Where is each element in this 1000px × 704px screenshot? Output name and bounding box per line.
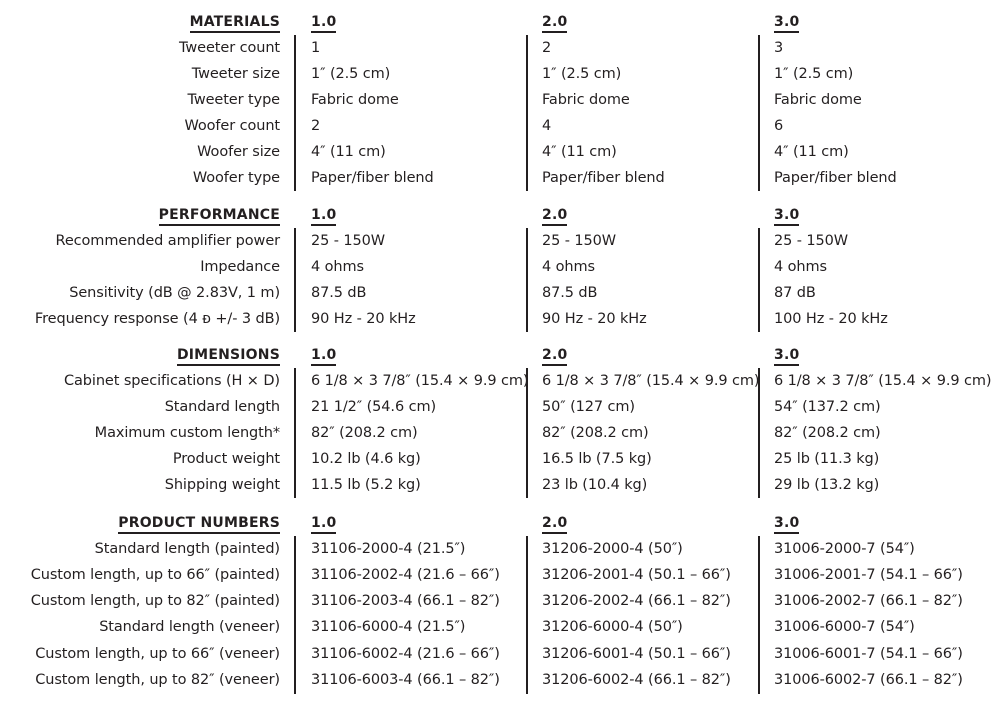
column-header-text: 1.0 xyxy=(311,347,336,366)
spec-value-1: 11.5 lb (5.2 kg) xyxy=(311,477,421,493)
spec-value-1: Paper/fiber blend xyxy=(311,170,434,186)
section-title xyxy=(177,342,280,368)
spec-value-2: 82″ (208.2 cm) xyxy=(542,425,649,441)
column-header-text: 2.0 xyxy=(542,347,567,366)
spec-row-product-weight xyxy=(0,446,1000,472)
spec-row-cabinet-specifications xyxy=(0,368,1000,394)
spec-value-2: 31206-2001-4 (50.1 – 66″) xyxy=(542,567,731,583)
spec-row-tweeter-type xyxy=(0,87,1000,113)
spec-value-2: 31206-2000-4 (50″) xyxy=(542,541,683,557)
spec-value-2: 90 Hz - 20 kHz xyxy=(542,311,647,327)
spec-value-1: 4 ohms xyxy=(311,259,364,275)
spec-label: Cabinet specifications (H × D) xyxy=(63,373,280,389)
column-header-text: 2.0 xyxy=(542,14,567,33)
spec-value-2: 4″ (11 cm) xyxy=(542,144,617,160)
column-header-text: 2.0 xyxy=(542,515,567,534)
spec-value-2: 4 ohms xyxy=(542,259,595,275)
column-header-2 xyxy=(542,510,567,536)
spec-value-1: 31106-2002-4 (21.6 – 66″) xyxy=(311,567,500,583)
spec-value-3: 25 lb (11.3 kg) xyxy=(774,451,880,467)
section-header-row xyxy=(0,9,1000,35)
spec-value-1: 4″ (11 cm) xyxy=(311,144,386,160)
column-header-3 xyxy=(774,342,799,368)
spec-label: Product weight xyxy=(172,451,280,467)
column-header-3 xyxy=(774,510,799,536)
spec-label: Tweeter size xyxy=(191,66,280,82)
spec-value-2: 16.5 lb (7.5 kg) xyxy=(542,451,652,467)
spec-value-1: 10.2 lb (4.6 kg) xyxy=(311,451,421,467)
spec-value-1: 87.5 dB xyxy=(311,285,367,301)
spec-value-1: 90 Hz - 20 kHz xyxy=(311,311,416,327)
spec-row-custom-82-painted xyxy=(0,588,1000,614)
spec-value-3: 29 lb (13.2 kg) xyxy=(774,477,880,493)
spec-row-tweeter-count xyxy=(0,35,1000,61)
column-header-3 xyxy=(774,202,799,228)
spec-value-1: 2 xyxy=(311,118,321,134)
spec-value-2: 87.5 dB xyxy=(542,285,598,301)
spec-row-custom-82-veneer xyxy=(0,667,1000,693)
column-header-1 xyxy=(311,342,336,368)
spec-value-2: 50″ (127 cm) xyxy=(542,399,635,415)
column-header-text: 3.0 xyxy=(774,515,799,534)
spec-value-3: 25 - 150W xyxy=(774,233,849,249)
section-title-text: PRODUCT NUMBERS xyxy=(118,515,280,534)
spec-row-woofer-count xyxy=(0,113,1000,139)
spec-value-1: 31106-6000-4 (21.5″) xyxy=(311,619,466,635)
column-header-text: 3.0 xyxy=(774,14,799,33)
spec-value-2: 31206-6002-4 (66.1 – 82″) xyxy=(542,672,731,688)
spec-value-2: 2 xyxy=(542,40,552,56)
section-title-text: MATERIALS xyxy=(190,14,280,33)
spec-row-standard-length-painted xyxy=(0,536,1000,562)
spec-label: Tweeter type xyxy=(187,92,280,108)
spec-row-custom-66-painted xyxy=(0,562,1000,588)
spec-value-3: 4″ (11 cm) xyxy=(774,144,849,160)
column-header-2 xyxy=(542,202,567,228)
spec-label: Custom length, up to 66″ (painted) xyxy=(30,567,280,583)
spec-row-woofer-size xyxy=(0,139,1000,165)
column-header-text: 1.0 xyxy=(311,207,336,226)
column-header-text: 1.0 xyxy=(311,515,336,534)
section-header-row xyxy=(0,202,1000,228)
spec-value-3: 31006-2000-7 (54″) xyxy=(774,541,915,557)
spec-value-3: 31006-6001-7 (54.1 – 66″) xyxy=(774,646,963,662)
column-header-text: 2.0 xyxy=(542,207,567,226)
spec-value-3: 87 dB xyxy=(774,285,816,301)
section-title-text: DIMENSIONS xyxy=(177,347,280,366)
spec-value-1: 1″ (2.5 cm) xyxy=(311,66,391,82)
spec-value-3: 6 1/8 × 3 7/8″ (15.4 × 9.9 cm) xyxy=(774,373,992,389)
section-title xyxy=(159,202,280,228)
spec-row-maximum-custom-length xyxy=(0,420,1000,446)
spec-value-3: 1″ (2.5 cm) xyxy=(774,66,854,82)
spec-value-2: 31206-2002-4 (66.1 – 82″) xyxy=(542,593,731,609)
column-header-3 xyxy=(774,9,799,35)
spec-label: Shipping weight xyxy=(164,477,280,493)
spec-label: Woofer count xyxy=(184,118,280,134)
spec-value-3: 31006-2001-7 (54.1 – 66″) xyxy=(774,567,963,583)
spec-label: Impedance xyxy=(200,259,280,275)
spec-label: Maximum custom length* xyxy=(94,425,280,441)
spec-value-3: 31006-2002-7 (66.1 – 82″) xyxy=(774,593,963,609)
spec-value-2: 31206-6001-4 (50.1 – 66″) xyxy=(542,646,731,662)
spec-value-3: 31006-6000-7 (54″) xyxy=(774,619,915,635)
spec-value-1: 31106-6003-4 (66.1 – 82″) xyxy=(311,672,500,688)
spec-value-3: 4 ohms xyxy=(774,259,827,275)
spec-value-2: 31206-6000-4 (50″) xyxy=(542,619,683,635)
spec-label: Standard length xyxy=(164,399,280,415)
column-header-1 xyxy=(311,202,336,228)
spec-value-3: 82″ (208.2 cm) xyxy=(774,425,881,441)
spec-row-amplifier-power xyxy=(0,228,1000,254)
column-header-2 xyxy=(542,342,567,368)
column-header-text: 3.0 xyxy=(774,207,799,226)
spec-value-3: 54″ (137.2 cm) xyxy=(774,399,881,415)
section-header-row xyxy=(0,510,1000,536)
spec-row-tweeter-size xyxy=(0,61,1000,87)
spec-label: Woofer type xyxy=(192,170,280,186)
spec-value-2: 4 xyxy=(542,118,552,134)
column-header-1 xyxy=(311,9,336,35)
spec-label: Custom length, up to 66″ (veneer) xyxy=(35,646,280,662)
spec-row-standard-length-veneer xyxy=(0,614,1000,640)
spec-row-frequency-response xyxy=(0,306,1000,332)
spec-value-1: 1 xyxy=(311,40,321,56)
spec-value-1: 82″ (208.2 cm) xyxy=(311,425,418,441)
spec-value-2: 6 1/8 × 3 7/8″ (15.4 × 9.9 cm) xyxy=(542,373,760,389)
spec-label: Sensitivity (dB @ 2.83V, 1 m) xyxy=(69,285,280,301)
spec-value-3: Paper/fiber blend xyxy=(774,170,897,186)
spec-value-3: 3 xyxy=(774,40,784,56)
spec-label: Standard length (veneer) xyxy=(99,619,280,635)
spec-value-1: 31106-6002-4 (21.6 – 66″) xyxy=(311,646,500,662)
section-header-row xyxy=(0,342,1000,368)
section-title-text: PERFORMANCE xyxy=(159,207,280,226)
spec-row-woofer-type xyxy=(0,165,1000,191)
spec-value-3: 31006-6002-7 (66.1 – 82″) xyxy=(774,672,963,688)
spec-row-standard-length xyxy=(0,394,1000,420)
spec-value-3: Fabric dome xyxy=(774,92,862,108)
spec-row-impedance xyxy=(0,254,1000,280)
spec-label: Custom length, up to 82″ (painted) xyxy=(30,593,280,609)
section-title xyxy=(118,510,280,536)
spec-label: Woofer size xyxy=(197,144,280,160)
spec-label: Custom length, up to 82″ (veneer) xyxy=(35,672,280,688)
spec-value-1: 31106-2000-4 (21.5″) xyxy=(311,541,466,557)
spec-label: Tweeter count xyxy=(179,40,280,56)
spec-value-3: 100 Hz - 20 kHz xyxy=(774,311,888,327)
spec-row-custom-66-veneer xyxy=(0,641,1000,667)
spec-value-1: 25 - 150W xyxy=(311,233,386,249)
spec-value-1: 21 1/2″ (54.6 cm) xyxy=(311,399,437,415)
column-header-text: 1.0 xyxy=(311,14,336,33)
column-header-1 xyxy=(311,510,336,536)
spec-value-1: 31106-2003-4 (66.1 – 82″) xyxy=(311,593,500,609)
spec-value-1: 6 1/8 × 3 7/8″ (15.4 × 9.9 cm) xyxy=(311,373,529,389)
spec-row-shipping-weight xyxy=(0,472,1000,498)
spec-value-3: 6 xyxy=(774,118,784,134)
spec-value-2: 1″ (2.5 cm) xyxy=(542,66,622,82)
column-header-2 xyxy=(542,9,567,35)
column-header-text: 3.0 xyxy=(774,347,799,366)
spec-value-2: 25 - 150W xyxy=(542,233,617,249)
spec-value-2: 23 lb (10.4 kg) xyxy=(542,477,648,493)
spec-label: Recommended amplifier power xyxy=(55,233,280,249)
section-title xyxy=(190,9,280,35)
spec-value-2: Paper/fiber blend xyxy=(542,170,665,186)
spec-value-2: Fabric dome xyxy=(542,92,630,108)
spec-label: Standard length (painted) xyxy=(94,541,280,557)
spec-value-1: Fabric dome xyxy=(311,92,399,108)
spec-label: Frequency response (4 ᴆ +/- 3 dB) xyxy=(34,311,280,327)
spec-row-sensitivity xyxy=(0,280,1000,306)
